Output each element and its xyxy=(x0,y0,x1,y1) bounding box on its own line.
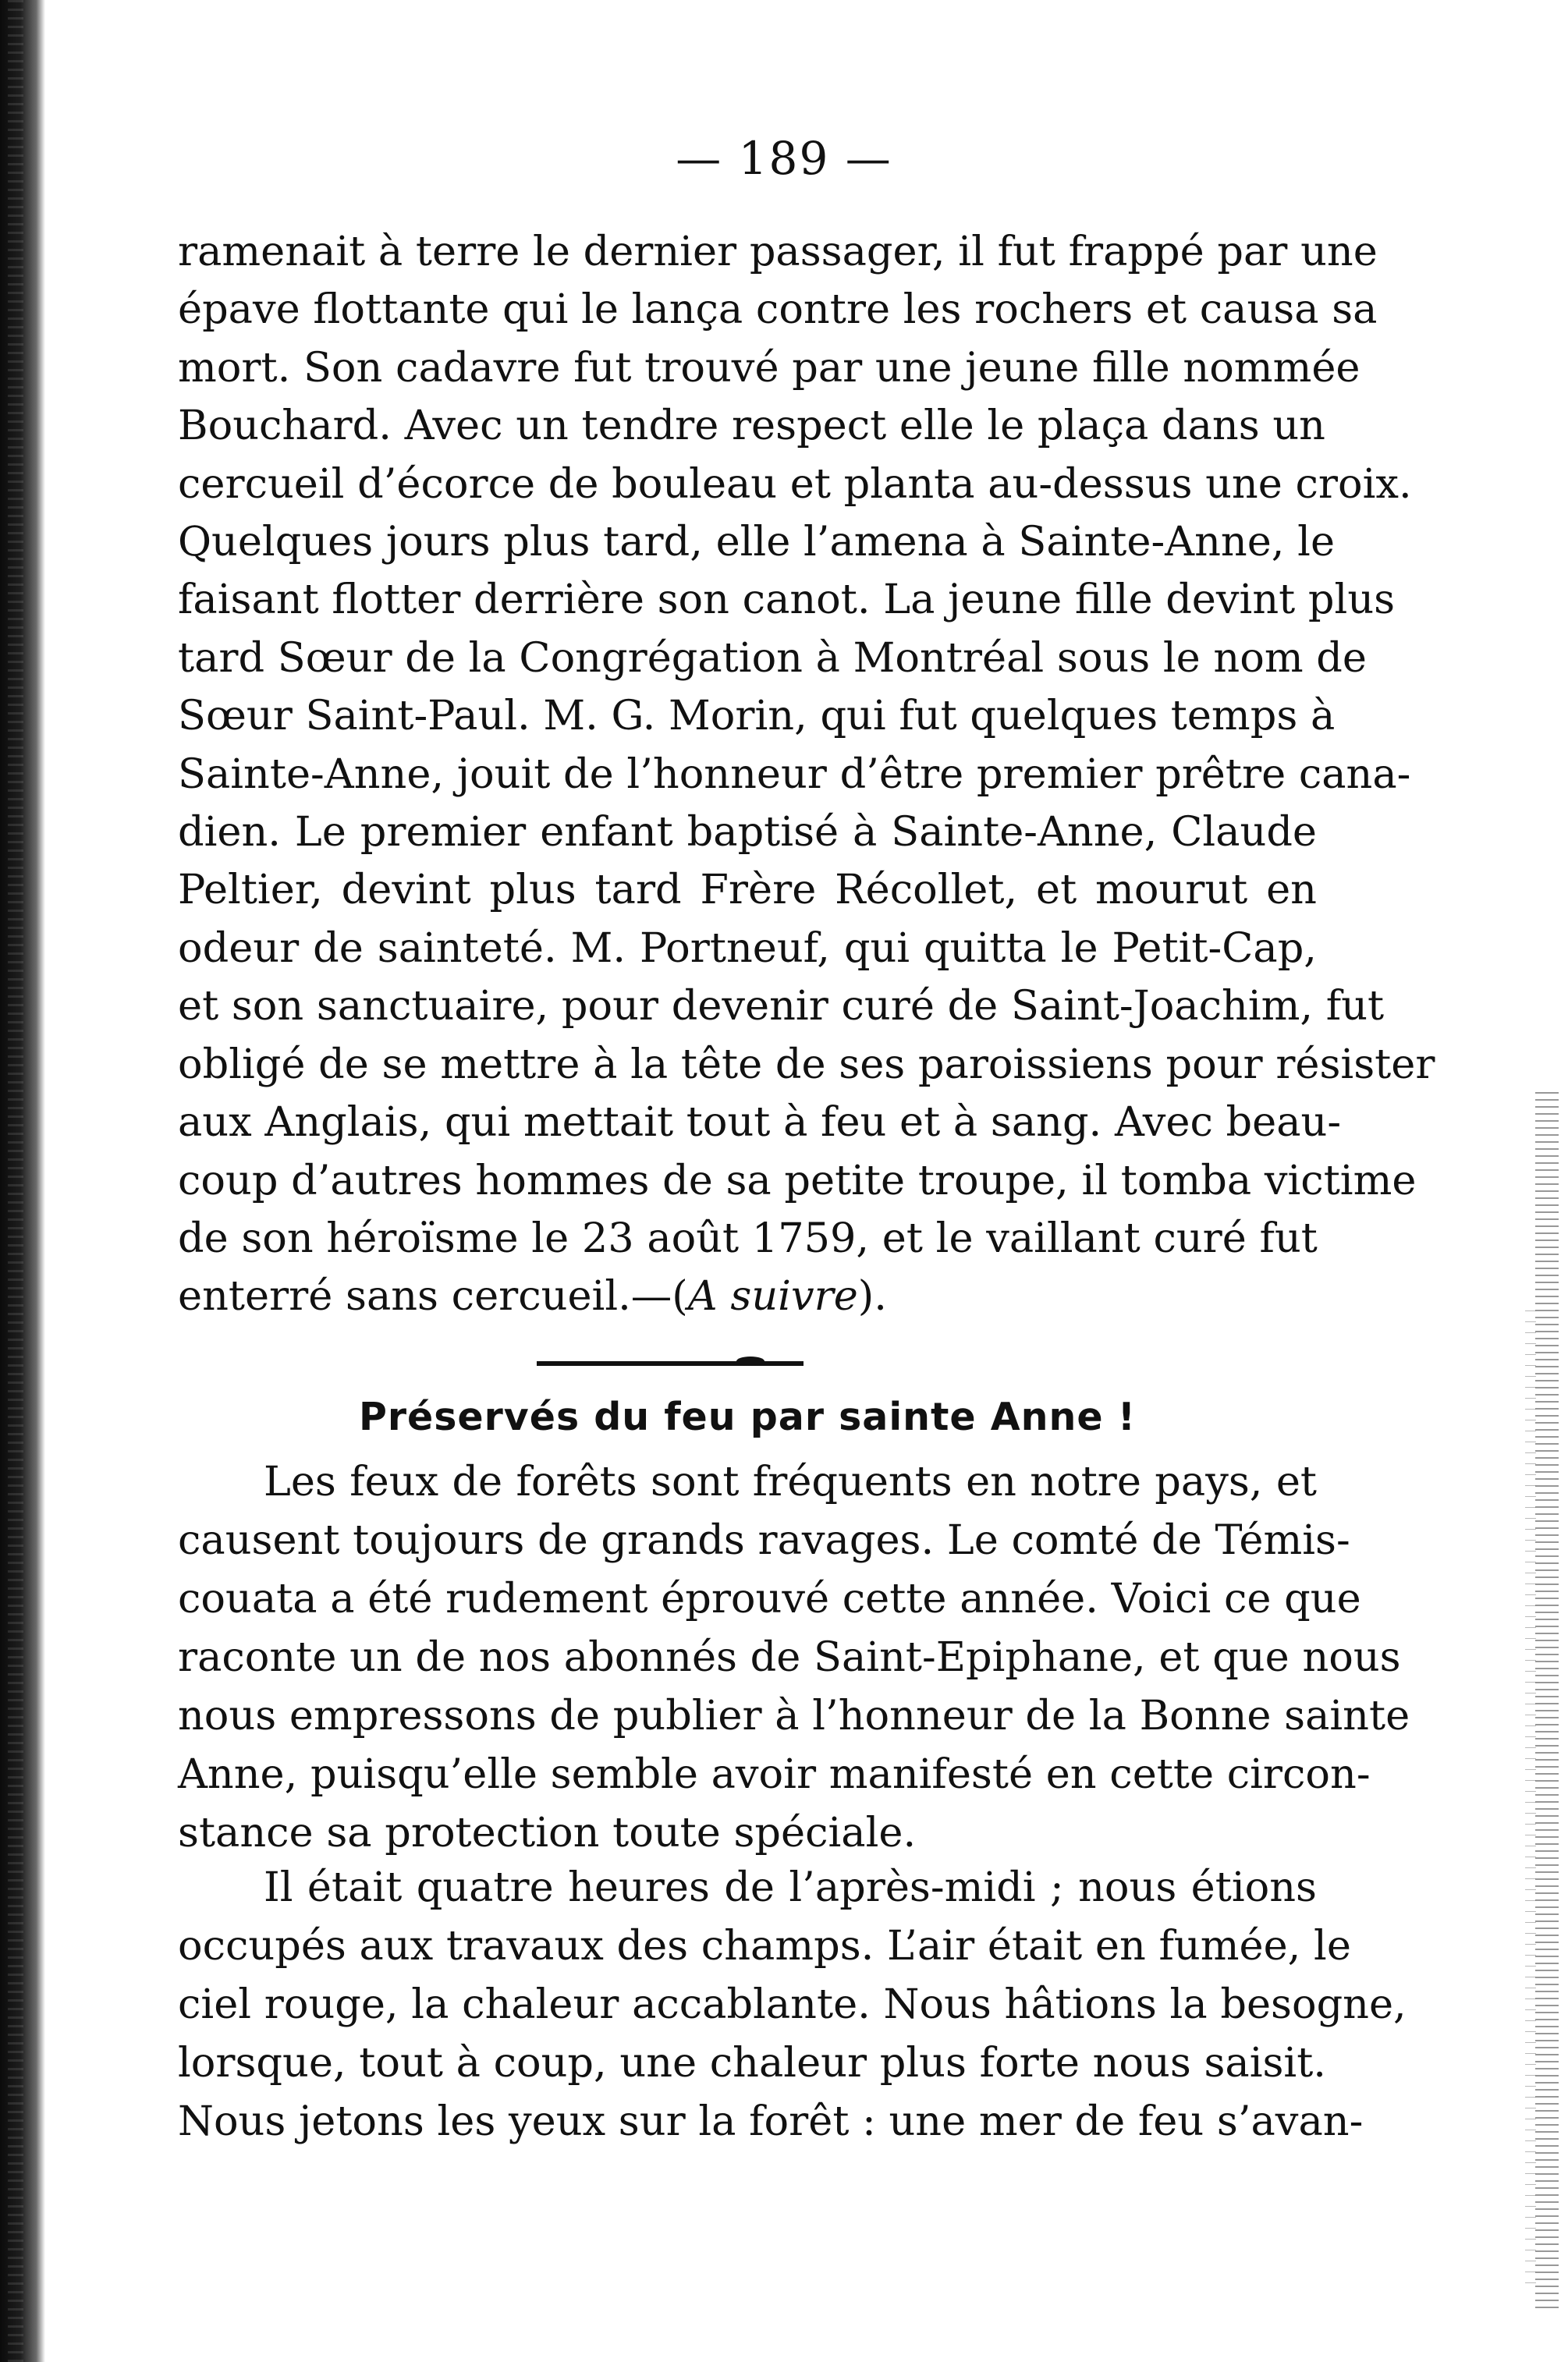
text-line: nous empressons de publier à l’honneur de la Bonne sainte xyxy=(178,1692,1410,1740)
section-heading: Préservés du feu par sainte Anne ! xyxy=(358,1395,1137,1439)
text-line: de son héroïsme le 23 août 1759, et le vaillant curé fut xyxy=(178,1214,1318,1262)
text-line: ciel rouge, la chaleur accablante. Nous hâtions la besogne, xyxy=(178,1981,1407,2028)
paragraph-intro xyxy=(178,1452,1410,1862)
text-line: couata a été rudement éprouvé cette année. Voici ce que xyxy=(178,1575,1361,1623)
text-line: causent toujours de grands ravages. Le comté de Témis- xyxy=(178,1516,1350,1564)
text-line: odeur de sainteté. M. Portneuf, qui quitta le Petit-Cap, xyxy=(178,924,1317,972)
text-line: Anne, puisqu’elle semble avoir manifesté en cette circon- xyxy=(178,1750,1371,1798)
text-fragment-close: ). xyxy=(857,1272,887,1321)
to-be-continued-note: A suivre xyxy=(687,1272,858,1321)
text-line: stance sa protection toute spéciale. xyxy=(178,1809,917,1857)
text-line: Bouchard. Avec un tendre respect elle le plaça dans un xyxy=(178,402,1325,450)
text-line: épave flottante qui le lança contre les rochers et causa sa xyxy=(178,285,1378,334)
text-line: Il était quatre heures de l’après-midi ; nous étions xyxy=(264,1864,1317,1911)
text-line: Peltier, devint plus tard Frère Récollet, et mourut en xyxy=(178,866,1317,914)
text-line-final xyxy=(178,1268,1317,1325)
text-line: occupés aux travaux des champs. L’air était en fumée, le xyxy=(178,1922,1351,1970)
text-line: cercueil d’écorce de bouleau et planta au-dessus une croix. xyxy=(178,459,1412,508)
book-binding-edge xyxy=(0,0,45,2362)
paragraph-continuation xyxy=(178,223,1435,1326)
section-divider-ornament xyxy=(736,1357,764,1366)
text-line: Sœur Saint-Paul. M. G. Morin, qui fut quelques temps à xyxy=(178,692,1336,740)
text-line: Sainte-Anne, jouit de l’honneur d’être premier prêtre cana- xyxy=(178,750,1411,798)
text-line: aux Anglais, qui mettait tout à feu et à sang. Avec beau- xyxy=(178,1098,1342,1147)
text-line: ramenait à terre le dernier passager, il fut frappé par une xyxy=(178,228,1378,275)
text-line: Quelques jours plus tard, elle l’amena à Sainte-Anne, le xyxy=(178,518,1336,566)
text-line: tard Sœur de la Congrégation à Montréal sous le nom de xyxy=(178,633,1367,682)
scan-edge-noise-inner xyxy=(1525,1310,1536,2293)
text-fragment: enterré sans cercueil.—( xyxy=(178,1272,688,1321)
text-line: obligé de se mettre à la tête de ses paroissiens pour résister xyxy=(178,1040,1435,1088)
text-line: lorsque, tout à coup, une chaleur plus forte nous saisit. xyxy=(178,2039,1326,2087)
text-line: faisant flotter derrière son canot. La jeune fille devint plus xyxy=(178,576,1396,624)
scan-edge-noise xyxy=(1535,1092,1559,2309)
text-line: Les feux de forêts sont fréquents en notre pays, et xyxy=(264,1458,1317,1506)
text-line: et son sanctuaire, pour devenir curé de Saint-Joachim, fut xyxy=(178,982,1385,1030)
text-line: raconte un de nos abonnés de Saint-Epiphane, et que nous xyxy=(178,1633,1401,1681)
text-line: dien. Le premier enfant baptisé à Sainte-Anne, Claude xyxy=(178,808,1317,856)
text-line: mort. Son cadavre fut trouvé par une jeune fille nommée xyxy=(178,343,1360,392)
paragraph-narrative xyxy=(178,1858,1407,2151)
page-number: — 189 — xyxy=(676,132,892,185)
text-line: Nous jetons les yeux sur la forêt : une mer de feu s’avan- xyxy=(178,2098,1364,2145)
text-line: coup d’autres hommes de sa petite troupe, il tomba victime xyxy=(178,1156,1417,1204)
